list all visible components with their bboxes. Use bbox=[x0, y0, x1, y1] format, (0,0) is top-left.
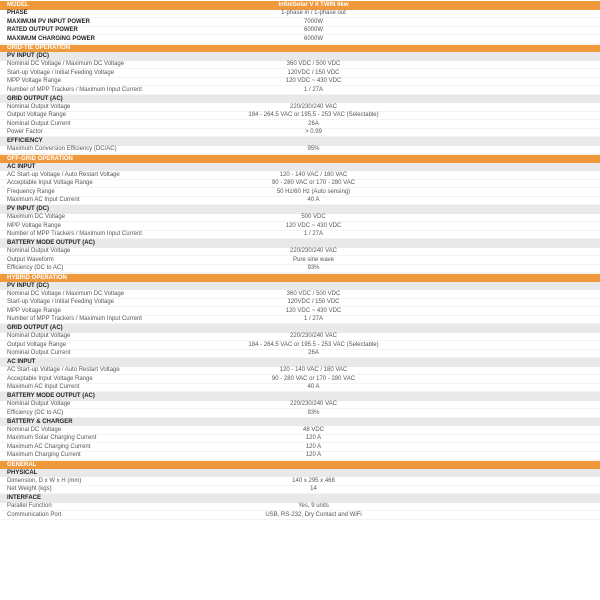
section-header-row bbox=[0, 460, 600, 469]
spec-value: 120VDC / 150 VDC bbox=[287, 69, 340, 76]
section-header-row bbox=[0, 154, 600, 163]
spec-value: 120 VDC ~ 430 VDC bbox=[285, 222, 342, 229]
spec-row bbox=[0, 120, 600, 129]
section-header-row bbox=[0, 273, 600, 282]
spec-label: MAXIMUM PV INPUT POWER bbox=[7, 18, 91, 25]
subsection-header-row bbox=[0, 418, 600, 427]
spec-row bbox=[0, 78, 600, 87]
spec-label: Frequency Range bbox=[7, 188, 55, 195]
spec-label: Power Factor bbox=[7, 129, 43, 136]
spec-label: MPP Voltage Range bbox=[7, 222, 61, 229]
spec-label: Net Weight (kgs) bbox=[7, 486, 52, 493]
spec-label: Acceptable Input Voltage Range bbox=[7, 375, 93, 382]
spec-value: 120 VDC ~ 430 VDC bbox=[285, 307, 342, 314]
spec-row bbox=[0, 375, 600, 384]
spec-label: Output Waveform bbox=[7, 256, 54, 263]
spec-row bbox=[0, 222, 600, 231]
spec-value: InfiniSolar V II TWIN 6kw bbox=[278, 2, 349, 9]
spec-label: Output Voltage Range bbox=[7, 112, 67, 119]
subsection-header-row bbox=[0, 52, 600, 61]
spec-value: 40 A bbox=[307, 384, 320, 391]
spec-value: 360 VDC / 500 VDC bbox=[286, 61, 341, 68]
spec-value: 26A bbox=[308, 350, 319, 357]
spec-label: OFF-GRID OPERATION bbox=[7, 155, 73, 162]
subsection-header-row bbox=[0, 95, 600, 104]
spec-value: 1 / 27A bbox=[303, 231, 323, 238]
spec-label: Nominal Output Voltage bbox=[7, 103, 71, 110]
spec-row bbox=[0, 231, 600, 240]
spec-value: 48 VDC bbox=[302, 426, 324, 433]
spec-label: GRID OUTPUT (AC) bbox=[7, 95, 63, 102]
spec-label: GRID OUTPUT (AC) bbox=[7, 325, 63, 332]
spec-label: Nominal Output Voltage bbox=[7, 401, 71, 408]
spec-row bbox=[0, 86, 600, 95]
spec-label: AC INPUT bbox=[7, 359, 36, 366]
spec-row bbox=[0, 10, 600, 19]
spec-value: 220/230/240 VAC bbox=[290, 333, 337, 340]
spec-value: 140 x 295 x 468 bbox=[292, 477, 335, 484]
spec-label: EFFICIENCY bbox=[7, 138, 43, 145]
spec-value: 50 Hz/60 Hz (Auto sensing) bbox=[276, 188, 351, 195]
spec-row bbox=[0, 409, 600, 418]
spec-value: 120 - 140 VAC / 180 VAC bbox=[279, 171, 348, 178]
spec-value: 90 - 280 VAC or 170 - 280 VAC bbox=[271, 375, 356, 382]
spec-value: > 0.99 bbox=[305, 129, 322, 136]
spec-value: 95% bbox=[307, 146, 320, 153]
spec-label: Maximum AC Charging Current bbox=[7, 443, 91, 450]
spec-value: 120VDC / 150 VDC bbox=[287, 299, 340, 306]
spec-value: 14 bbox=[310, 486, 317, 493]
spec-row bbox=[0, 171, 600, 180]
spec-label: Number of MPP Trackers / Maximum Input Current bbox=[7, 316, 142, 323]
spec-row bbox=[0, 503, 600, 512]
spec-row bbox=[0, 316, 600, 325]
spec-label: Nominal DC Voltage / Maximum DC Voltage bbox=[7, 61, 125, 68]
spec-label: AC Start-up Voltage / Auto Restart Voltage bbox=[7, 171, 120, 178]
spec-row bbox=[0, 129, 600, 138]
spec-value: 184 - 264.5 VAC or 195.5 - 253 VAC (Selectable) bbox=[248, 112, 379, 119]
spec-label: Number of MPP Trackers / Maximum Input Current bbox=[7, 86, 142, 93]
spec-value: 26A bbox=[308, 120, 319, 127]
spec-row bbox=[0, 341, 600, 350]
spec-row bbox=[0, 384, 600, 393]
spec-label: Maximum AC Input Current bbox=[7, 197, 80, 204]
spec-label: Start-up Voltage / Initial Feeding Voltage bbox=[7, 299, 115, 306]
spec-label: Acceptable Input Voltage Range bbox=[7, 180, 93, 187]
spec-label: Number of MPP Trackers / Maximum Input Current bbox=[7, 231, 142, 238]
spec-row bbox=[0, 146, 600, 155]
subsection-header-row bbox=[0, 163, 600, 172]
spec-value: 220/230/240 VAC bbox=[290, 248, 337, 255]
spec-label: Maximum AC Input Current bbox=[7, 384, 80, 391]
spec-label: PV INPUT (DC) bbox=[7, 53, 49, 60]
spec-label: PHYSICAL bbox=[7, 469, 38, 476]
spec-label: PV INPUT (DC) bbox=[7, 282, 49, 289]
spec-row bbox=[0, 350, 600, 359]
spec-label: MAXIMUM CHARGING POWER bbox=[7, 35, 95, 42]
spec-label: RATED OUTPUT POWER bbox=[7, 27, 78, 34]
spec-row bbox=[0, 180, 600, 189]
spec-value: 184 - 264.5 VAC or 195.5 - 253 VAC (Selectable) bbox=[248, 341, 379, 348]
spec-label: Parallel Function bbox=[7, 503, 52, 510]
spec-value: 220/230/240 VAC bbox=[290, 401, 337, 408]
spec-row bbox=[0, 477, 600, 486]
spec-label: BATTERY MODE OUTPUT (AC) bbox=[7, 240, 95, 247]
spec-label: Maximum Charging Current bbox=[7, 452, 81, 459]
subsection-header-row bbox=[0, 324, 600, 333]
subsection-header-row bbox=[0, 137, 600, 146]
subsection-header-row bbox=[0, 469, 600, 478]
spec-row bbox=[0, 248, 600, 257]
spec-label: PV INPUT (DC) bbox=[7, 206, 49, 213]
spec-row bbox=[0, 511, 600, 520]
spec-value: 6000W bbox=[303, 27, 323, 34]
spec-row bbox=[0, 299, 600, 308]
spec-label: HYBRID OPERATION bbox=[7, 274, 67, 281]
spec-label: BATTERY & CHARGER bbox=[7, 418, 73, 425]
spec-row bbox=[0, 401, 600, 410]
spec-row bbox=[0, 27, 600, 36]
spec-value: 6000W bbox=[303, 35, 323, 42]
spec-value: 360 VDC / 500 VDC bbox=[286, 290, 341, 297]
spec-row bbox=[0, 333, 600, 342]
spec-row bbox=[0, 256, 600, 265]
spec-value: Yes, 9 units bbox=[298, 503, 329, 510]
spec-row bbox=[0, 197, 600, 206]
spec-value: 220/230/240 VAC bbox=[290, 103, 337, 110]
spec-row bbox=[0, 35, 600, 44]
spec-row bbox=[0, 452, 600, 461]
spec-value: 120 A bbox=[305, 443, 322, 450]
spec-value: 1 / 27A bbox=[303, 86, 323, 93]
spec-value: 1 / 27A bbox=[303, 316, 323, 323]
spec-value: 1-phase in / 1-phase out bbox=[281, 10, 346, 17]
subsection-header-row bbox=[0, 358, 600, 367]
spec-row bbox=[0, 214, 600, 223]
spec-row bbox=[0, 367, 600, 376]
spec-value: USB, RS-232, Dry Contact and WiFi bbox=[265, 511, 362, 518]
spec-value: 120 VDC ~ 430 VDC bbox=[285, 78, 342, 85]
spec-row bbox=[0, 112, 600, 121]
spec-label: Nominal DC Voltage bbox=[7, 426, 62, 433]
spec-label: Dimension, D x W x H (mm) bbox=[7, 477, 82, 484]
spec-value: 500 VDC bbox=[301, 214, 326, 221]
spec-value: Pure sine wave bbox=[292, 256, 335, 263]
subsection-header-row bbox=[0, 282, 600, 291]
spec-label: Nominal Output Voltage bbox=[7, 333, 71, 340]
spec-label: Nominal Output Voltage bbox=[7, 248, 71, 255]
spec-label: BATTERY MODE OUTPUT (AC) bbox=[7, 393, 95, 400]
spec-label: GRID-TIE OPERATION bbox=[7, 45, 71, 52]
section-header-row bbox=[0, 44, 600, 53]
subsection-header-row bbox=[0, 494, 600, 503]
spec-label: MPP Voltage Range bbox=[7, 78, 61, 85]
spec-row bbox=[0, 61, 600, 70]
spec-label: GENERAL bbox=[7, 461, 37, 468]
spec-label: MODEL bbox=[7, 2, 29, 9]
spec-label: Maximum Conversion Efficiency (DC/AC) bbox=[7, 146, 117, 153]
spec-label: AC INPUT bbox=[7, 163, 36, 170]
spec-label: Communication Port bbox=[7, 511, 62, 518]
spec-label: MPP Voltage Range bbox=[7, 307, 61, 314]
spec-row bbox=[0, 443, 600, 452]
spec-label: Nominal Output Current bbox=[7, 120, 71, 127]
spec-row bbox=[0, 18, 600, 27]
spec-row bbox=[0, 435, 600, 444]
subsection-header-row bbox=[0, 205, 600, 214]
spec-value: 40 A bbox=[307, 197, 320, 204]
spec-row bbox=[0, 307, 600, 316]
spec-label: Maximum Solar Charging Current bbox=[7, 435, 97, 442]
model-header-row bbox=[0, 1, 600, 10]
spec-row bbox=[0, 188, 600, 197]
spec-value: 93% bbox=[307, 409, 320, 416]
subsection-header-row bbox=[0, 392, 600, 401]
spec-value: 120 A bbox=[305, 452, 322, 459]
spec-value: 7000W bbox=[303, 18, 323, 25]
spec-row bbox=[0, 486, 600, 495]
spec-label: INTERFACE bbox=[7, 495, 42, 502]
spec-row bbox=[0, 265, 600, 274]
spec-label: Efficiency (DC to AC) bbox=[7, 265, 64, 272]
spec-label: Efficiency (DC to AC) bbox=[7, 409, 64, 416]
spec-row bbox=[0, 69, 600, 78]
spec-value: 93% bbox=[307, 265, 320, 272]
subsection-header-row bbox=[0, 239, 600, 248]
spec-row bbox=[0, 290, 600, 299]
spec-label: Start-up Voltage / Initial Feeding Voltage bbox=[7, 69, 115, 76]
spec-label: Output Voltage Range bbox=[7, 341, 67, 348]
spec-row bbox=[0, 103, 600, 112]
spec-value: 120 A bbox=[305, 435, 322, 442]
spec-label: AC Start-up Voltage / Auto Restart Voltage bbox=[7, 367, 120, 374]
spec-label: Nominal DC Voltage / Maximum DC Voltage bbox=[7, 290, 125, 297]
spec-row bbox=[0, 426, 600, 435]
spec-value: 120 - 140 VAC / 180 VAC bbox=[279, 367, 348, 374]
spec-label: Nominal Output Current bbox=[7, 350, 71, 357]
spec-label: PHASE bbox=[7, 10, 28, 17]
spec-label: Maximum DC Voltage bbox=[7, 214, 66, 221]
spec-value: 90 - 280 VAC or 170 - 280 VAC bbox=[271, 180, 356, 187]
